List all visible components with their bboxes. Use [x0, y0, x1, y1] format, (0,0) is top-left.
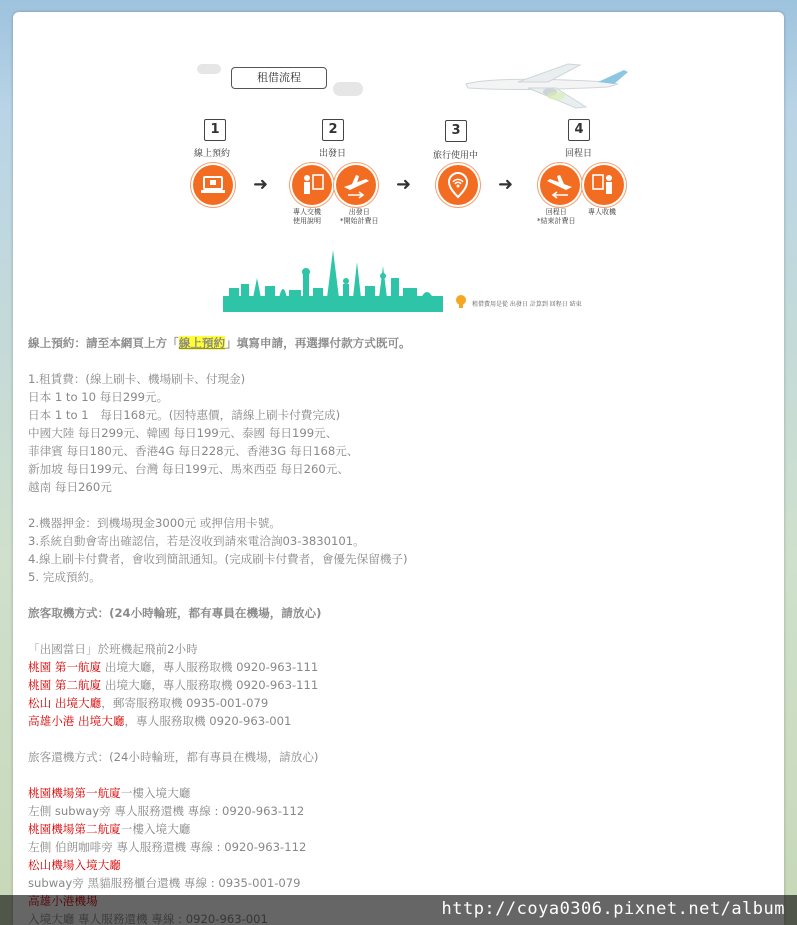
fee-line: 中國大陸 每日299元、韓國 每日199元、泰國 每日199元、 [28, 426, 338, 440]
arrow-right-icon: ➜ [498, 174, 514, 195]
staff-collect-icon [584, 165, 624, 205]
collect-sublabel: 專人收機 [588, 208, 616, 216]
pickup-item: 桃園 第二航廈 出境大廳，專人服務取機 0920-963-111 [28, 678, 319, 692]
rental-info [28, 334, 768, 925]
step-label: 線上預約 [194, 149, 231, 159]
pickup-item: 松山 出境大廳，郵寄服務取機 0935-001-079 [28, 696, 269, 710]
pickup-item: 高雄小港 出境大廳，專人服務取機 0920-963-001 [28, 714, 292, 728]
fee-line: 日本 1 to 10 每日299元。 [28, 390, 169, 404]
fee-line: 越南 每日260元 [28, 480, 112, 494]
fee-line: 1.租賃費：(線上刷卡、機場刷卡、付現金) [28, 372, 246, 386]
return-place: 桃園機場第一航廈一樓入境大廳 [28, 786, 191, 800]
online-booking-link[interactable]: 線上預約 [178, 336, 226, 350]
billing-hint: 租借費用是從 出發日 計算到 回程日 結束 [472, 301, 582, 308]
plane-departure-icon [336, 165, 376, 205]
pickup-sublabel: 專人交機 使用說明 [293, 208, 321, 225]
staff-handover-icon [292, 165, 332, 205]
fee-line: 菲律賓 每日180元、香港4G 每日228元、香港3G 每日168元、 [28, 444, 359, 458]
pickup-heading: 旅客取機方式：(24小時輪班，都有專員在機場，請放心) [28, 606, 322, 620]
return-sublabel: 回程日 *結束計費日 [537, 208, 576, 225]
fee-line: 新加坡 每日199元、台灣 每日199元、馬來西亞 每日260元、 [28, 462, 349, 476]
return-place: 松山機場入境大廳 [28, 858, 121, 872]
lightbulb-icon [454, 294, 468, 310]
cloud-decoration [333, 82, 363, 96]
rule-line: 4.線上刷卡付費者，會收到簡訊通知。(完成刷卡付費者，會優先保留機子) [28, 552, 408, 566]
wifi-pin-icon [438, 165, 478, 205]
step-label: 旅行使用中 [433, 151, 479, 161]
intro-line: 線上預約：請至本網頁上方「線上預約」填寫申請，再選擇付款方式既可。 [28, 336, 411, 350]
flow-title: 租借流程 [231, 67, 327, 89]
laptop-icon [193, 165, 233, 205]
cloud-decoration [197, 64, 221, 74]
arrow-right-icon: ➜ [253, 174, 269, 195]
step-number: 2 [322, 119, 344, 141]
return-detail: subway旁 黑貓服務櫃台還機 專線 : 0935-001-079 [28, 876, 301, 890]
rule-line: 5. 完成預約。 [28, 570, 101, 584]
step-label: 出發日 [319, 149, 347, 159]
return-detail: 左側 subway旁 專人服務還機 專線 : 0920-963-112 [28, 804, 305, 818]
step-number: 1 [204, 119, 226, 141]
depart-sublabel: 出發日 *開始計費日 [340, 208, 379, 225]
step-label: 回程日 [565, 149, 593, 159]
return-heading: 旅客還機方式：(24小時輪班，都有專員在機場，請放心) [28, 750, 319, 764]
content-panel [13, 12, 784, 925]
pickup-note: 「出國當日」於班機起飛前2小時 [28, 642, 198, 656]
rule-line: 3.系統自動會寄出確認信，若是沒收到請來電洽詢03-3830101。 [28, 534, 365, 548]
watermark-bar [0, 895, 797, 925]
watermark-text: http://coya0306.pixnet.net/album [441, 899, 785, 919]
airplane-icon [458, 62, 628, 112]
fee-line: 日本 1 to 1 每日168元。(因特惠價，請線上刷卡付費完成) [28, 408, 341, 422]
return-detail: 左側 伯朗咖啡旁 專人服務還機 專線 : 0920-963-112 [28, 840, 307, 854]
rule-line: 2.機器押金：到機場現金3000元 或押信用卡號。 [28, 516, 281, 530]
step-number: 4 [568, 119, 590, 141]
step-number: 3 [445, 120, 467, 142]
return-place: 桃園機場第二航廈一樓入境大廳 [28, 822, 191, 836]
plane-arrival-icon [540, 165, 580, 205]
arrow-right-icon: ➜ [396, 174, 412, 195]
pickup-item: 桃園 第一航廈 出境大廳，專人服務取機 0920-963-111 [28, 660, 319, 674]
city-skyline-illustration [223, 248, 443, 314]
